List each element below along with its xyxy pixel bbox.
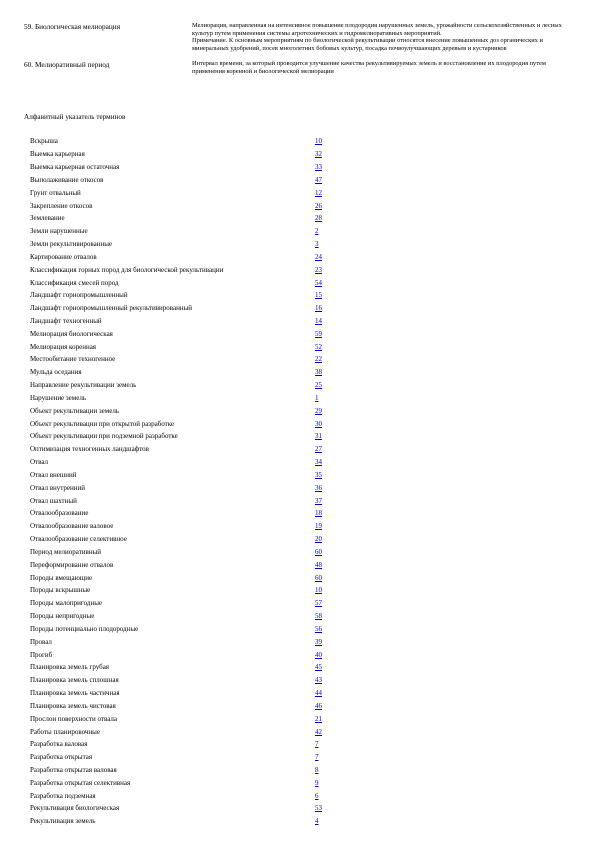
- index-term: Местообитание техногенное: [30, 355, 116, 364]
- index-page-link[interactable]: 32: [315, 150, 322, 159]
- index-term: Рекультивация земель: [30, 817, 96, 826]
- index-page-link[interactable]: 6: [315, 791, 319, 800]
- index-term: Классификация горных пород для биологической рекультивации: [30, 265, 224, 274]
- index-entry: [30, 327, 350, 340]
- index-term: Выполаживание откосов: [30, 175, 104, 184]
- definition-text: [192, 22, 574, 52]
- index-term: Рекультивация биологическая: [30, 804, 120, 813]
- index-term: Разработка валовая: [30, 740, 88, 749]
- index-entry: [30, 764, 350, 777]
- index-entry: [30, 366, 350, 379]
- index-term: Планировка земель частичная: [30, 689, 120, 698]
- index-entry: [30, 225, 350, 238]
- index-entry: [30, 674, 350, 687]
- index-page-link[interactable]: 28: [315, 214, 322, 223]
- index-term: Период мелиоративный: [30, 547, 102, 556]
- index-page-link[interactable]: 35: [315, 470, 322, 479]
- index-page-link[interactable]: 29: [315, 406, 322, 415]
- index-title: Алфавитный указатель терминов: [24, 113, 126, 121]
- index-term: Ландшафт горнопромышленный: [30, 291, 128, 300]
- index-entry: [30, 404, 350, 417]
- index-term: Картирование отвалов: [30, 252, 97, 261]
- index-term: Разработка открытая валовая: [30, 765, 117, 774]
- index-entry: [30, 186, 350, 199]
- index-entry: [30, 648, 350, 661]
- index-page-link[interactable]: 10: [315, 586, 322, 595]
- index-term: Объект рекультивации земель: [30, 406, 120, 415]
- index-page-link[interactable]: 31: [315, 432, 322, 441]
- index-page-link[interactable]: 27: [315, 445, 322, 454]
- index-entry: [30, 789, 350, 802]
- index-page-link[interactable]: 25: [315, 381, 322, 390]
- index-page-link[interactable]: 18: [315, 509, 322, 518]
- index-page-link[interactable]: 53: [315, 804, 322, 813]
- index-page-link[interactable]: 15: [315, 291, 322, 300]
- index-term: Ландшафт горнопромышленный рекультивированный: [30, 304, 193, 313]
- index-entry: [30, 533, 350, 546]
- index-page-link[interactable]: 3: [315, 240, 319, 249]
- index-page-link[interactable]: 36: [315, 483, 322, 492]
- index-term: Вскрыша: [30, 137, 58, 146]
- index-term: Планировка земель сплошная: [30, 676, 119, 685]
- index-term: Работы планировочные: [30, 727, 100, 736]
- index-page-link[interactable]: 54: [315, 278, 322, 287]
- index-term: Ландшафт техногенный: [30, 317, 102, 325]
- index-term: Отвалообразование селективное: [30, 535, 127, 544]
- definition-term: 60. Мелиоративный период: [24, 60, 110, 70]
- index-entry: [30, 738, 350, 751]
- index-entry: [30, 379, 350, 392]
- index-entry: [30, 353, 350, 366]
- index-term: Породы вмещающие: [30, 573, 93, 582]
- definition-paragraph: Интервал времени, за который проводится улучшение качества рекультивируемых земель и восстановление их плодородия путем применения коренной и биологической мелиорации: [192, 60, 546, 75]
- index-page-link[interactable]: 33: [315, 163, 322, 172]
- index-entry: [30, 571, 350, 584]
- index-page-link[interactable]: 58: [315, 612, 322, 621]
- index-term: Грунт отвальный: [30, 188, 81, 197]
- index-entry: [30, 699, 350, 712]
- index-page-link[interactable]: 24: [315, 252, 322, 261]
- index-entry: [30, 417, 350, 430]
- definition-note: Примечание. К основным мероприятиям по биологической рекультивации относятся внесение повышенных доз органических и минеральных удобрений, посев многолетних бобовых культур, посадка почвоулучшающих деревьев и кустарников: [192, 37, 543, 52]
- definition-text: [192, 60, 574, 75]
- index-page-link[interactable]: 47: [315, 175, 322, 184]
- index-entry: [30, 751, 350, 764]
- index-entry: [30, 610, 350, 623]
- index-entry: [30, 263, 350, 276]
- index-page-link[interactable]: 57: [315, 599, 322, 608]
- index-page-link[interactable]: 14: [315, 317, 322, 325]
- index-entry: [30, 161, 350, 174]
- index-page-link[interactable]: 44: [315, 689, 322, 698]
- index-term: Породы потенциально плодородные: [30, 624, 139, 633]
- index-entry: [30, 507, 350, 520]
- index-term: Разработка открытая селективная: [30, 778, 131, 787]
- index-page-link[interactable]: 37: [315, 496, 322, 505]
- index-entry: [30, 173, 350, 186]
- index-entry: [30, 469, 350, 482]
- index-entry: [30, 546, 350, 559]
- index-term: Разработка открытая: [30, 753, 93, 762]
- index-term: Переформирование отвалов: [30, 560, 114, 569]
- index-term: Отвал шахтный: [30, 496, 77, 505]
- index-page-link[interactable]: 46: [315, 701, 322, 710]
- index-term: Разработка подземная: [30, 791, 96, 800]
- index-entry: [30, 456, 350, 469]
- index-page-link[interactable]: 43: [315, 676, 322, 685]
- index-page-link[interactable]: 7: [315, 740, 319, 749]
- index-term: Отвалообразование: [30, 509, 89, 518]
- index-page-link[interactable]: 8: [315, 765, 319, 774]
- index-page-link[interactable]: 38: [315, 368, 322, 377]
- index-entry: [30, 776, 350, 789]
- index-term: Планировка земель чистовая: [30, 701, 116, 710]
- index-entry: [30, 340, 350, 353]
- index-entry: [30, 597, 350, 610]
- index-page-link[interactable]: 52: [315, 342, 322, 351]
- index-term: Объект рекультивации при подземной разработке: [30, 432, 178, 441]
- index-term: Мелиорация биологическая: [30, 329, 113, 338]
- index-page-link[interactable]: 21: [315, 714, 322, 723]
- index-term: Провал: [30, 637, 52, 646]
- index-entry: [30, 289, 350, 302]
- index-page-link[interactable]: 39: [315, 637, 322, 646]
- index-page-link[interactable]: 16: [315, 304, 322, 313]
- index-entry: [30, 635, 350, 648]
- index-page-link[interactable]: 7: [315, 753, 319, 762]
- index-entry: [30, 802, 350, 815]
- index-term: Мелиорация коренная: [30, 342, 97, 351]
- term-index-list: [30, 135, 350, 828]
- index-entry: [30, 584, 350, 597]
- index-term: Землевание: [30, 214, 65, 223]
- index-term: Мульда оседания: [30, 368, 82, 377]
- index-term: Выемка карьерная остаточная: [30, 163, 120, 172]
- index-term: Объект рекультивации при открытой разработке: [30, 419, 175, 428]
- index-term: Земли рекультивированные: [30, 240, 113, 249]
- index-term: Планировка земель грубая: [30, 663, 110, 672]
- index-page-link[interactable]: 9: [315, 778, 319, 787]
- index-page-link[interactable]: 40: [315, 650, 322, 659]
- index-entry: [30, 712, 350, 725]
- index-term: Нарушение земель: [30, 393, 87, 402]
- index-term: Отвал: [30, 458, 48, 467]
- index-entry: [30, 315, 350, 328]
- index-page-link[interactable]: 10: [315, 137, 322, 146]
- index-page-link[interactable]: 48: [315, 560, 322, 569]
- index-page-link[interactable]: 56: [315, 624, 322, 633]
- definitions-section: [24, 22, 574, 84]
- index-entry: [30, 430, 350, 443]
- index-term: Отвалообразование валовое: [30, 522, 114, 531]
- index-term: Отвал внутренний: [30, 483, 86, 492]
- index-page-link[interactable]: 2: [315, 227, 319, 236]
- index-entry: [30, 661, 350, 674]
- index-page-link[interactable]: 12: [315, 188, 322, 197]
- index-entry: [30, 520, 350, 533]
- index-page-link[interactable]: 20: [315, 535, 322, 544]
- index-page-link[interactable]: 45: [315, 663, 322, 672]
- index-term: Классификация смесей пород: [30, 278, 119, 287]
- index-entry: [30, 622, 350, 635]
- index-entry: [30, 276, 350, 289]
- index-page-link[interactable]: 4: [315, 817, 319, 826]
- index-term: Закрепление откосов: [30, 201, 93, 210]
- index-entry: [30, 212, 350, 225]
- definition-row: [24, 60, 574, 75]
- index-entry: [30, 443, 350, 456]
- index-entry: [30, 481, 350, 494]
- index-entry: [30, 135, 350, 148]
- index-entry: [30, 494, 350, 507]
- index-term: Породы малопригодные: [30, 599, 103, 608]
- index-term: Выемка карьерная: [30, 150, 85, 159]
- index-page-link[interactable]: 1: [315, 393, 319, 402]
- index-entry: [30, 238, 350, 251]
- index-page-link[interactable]: 42: [315, 727, 322, 736]
- index-term: Прогиб: [30, 650, 53, 659]
- definition-term: 59. Биологическая мелиорация: [24, 22, 121, 31]
- index-term: Земли нарушенные: [30, 227, 88, 236]
- index-entry: [30, 199, 350, 212]
- index-page-link[interactable]: 30: [315, 419, 322, 428]
- index-term: Оптимизация техногенных ландшафтов: [30, 445, 149, 454]
- index-term: Отвал внешний: [30, 470, 77, 479]
- index-entry: [30, 815, 350, 828]
- index-page-link[interactable]: 59: [315, 329, 322, 338]
- index-term: Породы непригодные: [30, 612, 95, 621]
- definition-row: [24, 22, 574, 52]
- index-page-link[interactable]: 26: [315, 201, 322, 210]
- index-entry: [30, 250, 350, 263]
- index-entry: [30, 148, 350, 161]
- index-term: Прослои поверхности отвала: [30, 714, 117, 723]
- index-entry: [30, 687, 350, 700]
- index-entry: [30, 725, 350, 738]
- index-entry: [30, 392, 350, 405]
- index-page-link[interactable]: 60: [315, 547, 322, 556]
- index-page-link[interactable]: 23: [315, 265, 322, 274]
- index-page-link[interactable]: 22: [315, 355, 322, 364]
- index-page-link[interactable]: 19: [315, 522, 322, 531]
- index-page-link[interactable]: 34: [315, 458, 322, 467]
- index-page-link[interactable]: 60: [315, 573, 322, 582]
- index-entry: [30, 558, 350, 571]
- index-term: Породы вскрышные: [30, 586, 91, 595]
- index-entry: [30, 302, 350, 315]
- index-term: Направление рекультивации земель: [30, 381, 137, 390]
- definition-paragraph: Мелиорация, направленная на интенсивное повышение плодородия нарушенных земель, урожайности сельскохозяйственных и лесных культур путем применения системы агротехнических и гидромелиоративных мероприятий.: [192, 22, 562, 37]
